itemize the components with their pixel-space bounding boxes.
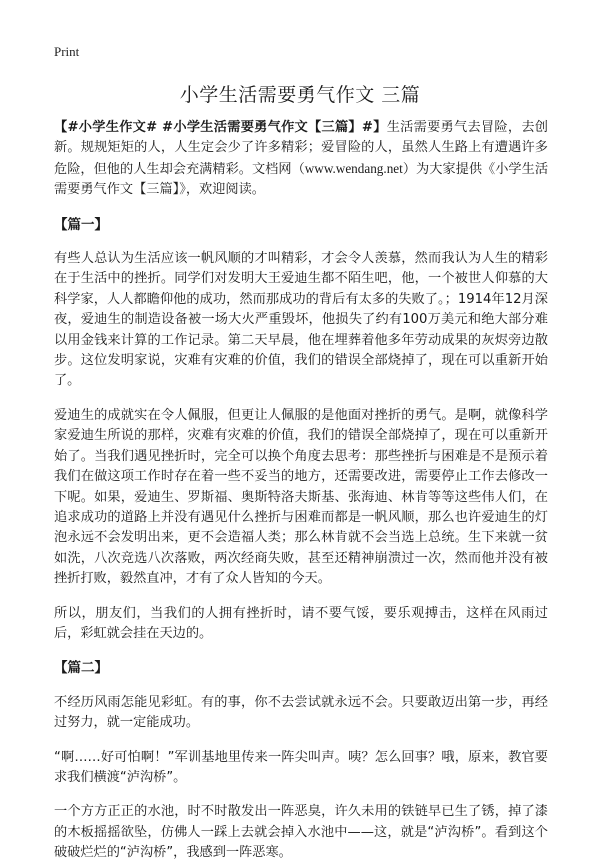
article-body (54, 118, 548, 864)
section-1-paragraph-3: 所以，朋友们，当我们的人拥有挫折时，请不要气馁，要乐观搏击，这样在风雨过后，彩虹就会挂在天边的。 (54, 605, 548, 641)
section-1-heading: 【篇一】 (54, 216, 108, 233)
intro-text-a: 生活需要勇气去冒险，去创新。规规矩矩的人，人生定会少了许多精彩；爱冒险的人，虽然人生路上有遭遇许多危险，但他的人生却会充满精彩。文档网（ (54, 120, 548, 177)
section-1-paragraph-1: 有些人总认为生活应该一帆风顺的才叫精彩，才会令人羡慕，然而我认为人生的精彩在于生活中的挫折。同学们对发明大王爱迪生都不陌生吧，他，一个被世人仰慕的大科学家，人人都瞻仰他的成功，然而那成功的背后有太多的失败了。；1914年12月深夜，爱迪生的制造设备被一场大火严重毁坏，他损失了约有100万美元和绝大部分难以用金钱来计算的工作记录。第二天早晨，他在埋葬着他多年劳动成果的灰烬旁边散步。这位发明家说，灾难有灾难的价值，我们的错误全部烧掉了，现在可以重新开始了。 (54, 251, 548, 389)
intro-paragraph (54, 118, 548, 201)
print-link[interactable]: Print (54, 44, 80, 59)
section-2-paragraph-2: “啊……好可怕啊！”军训基地里传来一阵尖叫声。咦？怎么回事？哦，原来，教官要求我们横渡“泸沟桥”。 (54, 749, 548, 785)
page-title: 小学生活需要勇气作文 三篇 (179, 84, 421, 106)
intro-text-b: ）为大家提供《小学生活需要勇气作文【三篇】》，欢迎阅读。 (54, 161, 549, 198)
section-2-paragraph-3: 一个方方正正的水池，时不时散发出一阵恶臭，许久未用的铁链早已生了锈，掉了漆的木板摇摇欲坠，仿佛人一踩上去就会掉入水池中——这，就是“泸沟桥”。看到这个破破烂烂的“泸沟桥”，我感到一阵恶寒。 (54, 804, 548, 861)
section-1-paragraph-2: 爱迪生的成就实在令人佩服，但更让人佩服的是他面对挫折的勇气。是啊，就像科学家爱迪生所说的那样，灾难有灾难的价值，我们的错误全部烧掉了，现在可以重新开始了。当我们遇见挫折时，完全可以换个角度去思考：那些挫折与困难是不是预示着我们在做这项工作时存在着一些不妥当的地方，还需要改进，需要停止工作去修改一下呢。如果，爱迪生、罗斯福、奥斯特洛夫斯基、张海迪、林肯等等这些伟人们，在追求成功的道路上并没有遇见什么挫折与困难而都是一帆风顺，那么也许爱迪生的灯泡永远不会发明出来，更不会造福人类；那么林肯就不会当选上总统。生下来就一贫如洗，八次竞选八次落败，两次经商失败，甚至还精神崩溃过一次，然而他并没有被挫折打败，毅然直冲，才有了众人皆知的今天。 (54, 407, 548, 587)
section-2-paragraph-1: 不经历风雨怎能见彩虹。有的事，你不去尝试就永远不会。只要敢迈出第一步，再经过努力，就一定能成功。 (54, 694, 548, 731)
intro-tags: 【#小学生作文# #小学生活需要勇气作文【三篇】#】 (54, 120, 387, 135)
site-url: www.wendang.net (304, 160, 403, 176)
section-2-heading: 【篇二】 (54, 660, 108, 677)
